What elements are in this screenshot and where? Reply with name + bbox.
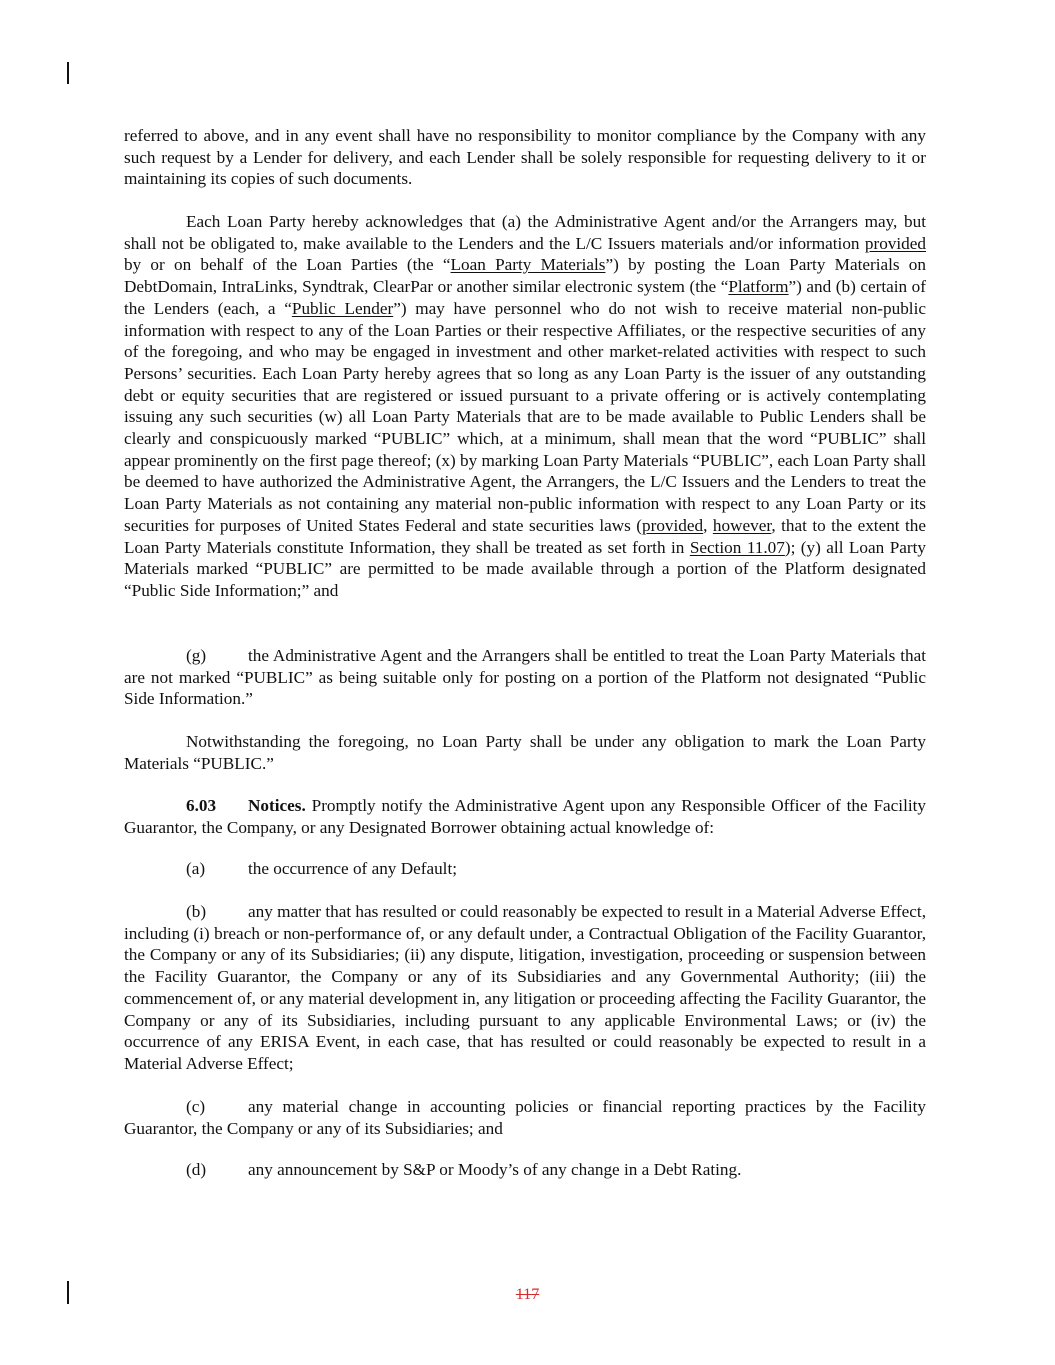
item-text: any matter that has resulted or could reasonably be expected to result in a Material Adverse Effect, including (i) breach or non-performance of, or any default under, a Contractual Obligation of the Facility Guarantor, the Company or any of its Subsidiaries; (ii) any dispute, litigation, investigation, proceeding or suspension between the Facility Guarantor, the Company or any of its Subsidiaries and any Governmental Authority; (iii) the commencement of, or any material development in, any litigation or proceeding affecting the Facility Guarantor, the Company or any of its Subsidiaries, including pursuant to any applicable Environmental Laws; or (iv) the occurrence of any ERISA Event, in each case, that has resulted or could reasonably be expected to result in a Material Adverse Effect; — [124, 902, 926, 1073]
paragraph-notwithstanding — [124, 731, 926, 774]
item-d — [124, 1159, 926, 1181]
paragraph-text: referred to above, and in any event shall have no responsibility to monitor compliance by the Company with any such request by a Lender for delivery, and each Lender shall be solely responsible for requesting delivery to it or maintaining its copies of such documents. — [124, 126, 926, 189]
paragraph-text: Each Loan Party hereby acknowledges that (a) the Administrative Agent and/or the Arrangers may, but shall not be obligated to, make available to the Lenders and the L/C Issuers materials and/or information provided by or on behalf of the Loan Parties (the “Loan Party Materials”) by posting the Loan Party Materials on DebtDomain, IntraLinks, Syndtrak, ClearPar or another similar electronic system (the “Platform”) and (b) certain of the Lenders (each, a “Public Lender”) may have personnel who do not wish to receive material non-public information with respect to any of the Loan Parties or their respective Affiliates, or the respective securities of any of the foregoing, and who may be engaged in investment and other market-related activities with respect to such Persons’ securities. Each Loan Party hereby agrees that so long as any Loan Party is the issuer of any outstanding debt or equity securities that are registered or issued pursuant to a private offering or is actively contemplating issuing any such securities (w) all Loan Party Materials that are to be made available to Public Lenders shall be clearly and conspicuously marked “PUBLIC” which, at a minimum, shall mean that the word “PUBLIC” shall appear prominently on the first page thereof; (x) by marking Loan Party Materials “PUBLIC”, each Loan Party shall be deemed to have authorized the Administrative Agent, the Arrangers, the L/C Issuers and the Lenders to treat the Loan Party Materials as not containing any material non-public information with respect to any Loan Party or its securities for purposes of United States Federal and state securities laws (provided, however, that to the extent the Loan Party Materials constitute Information, they shall be treated as set forth in Section 11.07); (y) all Loan Party Materials marked “PUBLIC” are permitted to be made available through a portion of the Platform designated “Public Side Information;” and — [124, 212, 926, 600]
revision-bar-top — [67, 62, 69, 84]
defined-term-public-lender: Public Lender — [291, 298, 394, 318]
section-reference: Section 11.07 — [689, 537, 785, 557]
item-label: (a) — [186, 859, 206, 878]
page-number: 117 — [515, 1286, 540, 1303]
item-label: (d) — [186, 1160, 207, 1179]
section-title: Notices. — [248, 796, 306, 815]
item-label: (g) — [186, 646, 207, 665]
item-b — [124, 901, 926, 1075]
section-number: 6.03 — [186, 796, 217, 815]
defined-term-platform: Platform — [728, 277, 789, 297]
item-c — [124, 1096, 926, 1139]
section-6-03 — [124, 795, 926, 838]
item-text: any announcement by S&P or Moody’s of any change in a Debt Rating. — [248, 1160, 742, 1179]
term-provided: provided — [642, 515, 704, 535]
section-text: Promptly notify the Administrative Agent upon any Responsible Officer of the Facility Guarantor, the Company, or any Designated Borrower obtaining actual knowledge of: — [124, 796, 926, 837]
item-label: (b) — [186, 902, 207, 921]
item-text: the occurrence of any Default; — [248, 859, 458, 878]
item-text: the Administrative Agent and the Arrangers shall be entitled to treat the Loan Party Materials that are not marked “PUBLIC” as being suitable only for posting on a portion of the Platform not designated “Public Side Information.” — [124, 646, 926, 709]
item-text: any material change in accounting policies or financial reporting practices by the Facility Guarantor, the Company or any of its Subsidiaries; and — [124, 1097, 926, 1138]
paragraph-text: Notwithstanding the foregoing, no Loan Party shall be under any obligation to mark the Loan Party Materials “PUBLIC.” — [124, 732, 926, 773]
paragraph-loan-party-materials — [124, 211, 926, 602]
item-g — [124, 645, 926, 710]
defined-term-provided: provided — [864, 233, 926, 253]
defined-term-loan-party-materials: Loan Party Materials — [450, 255, 606, 275]
item-a — [124, 858, 926, 880]
item-label: (c) — [186, 1097, 206, 1116]
paragraph-continuation — [124, 125, 926, 190]
term-however: however — [712, 515, 772, 535]
